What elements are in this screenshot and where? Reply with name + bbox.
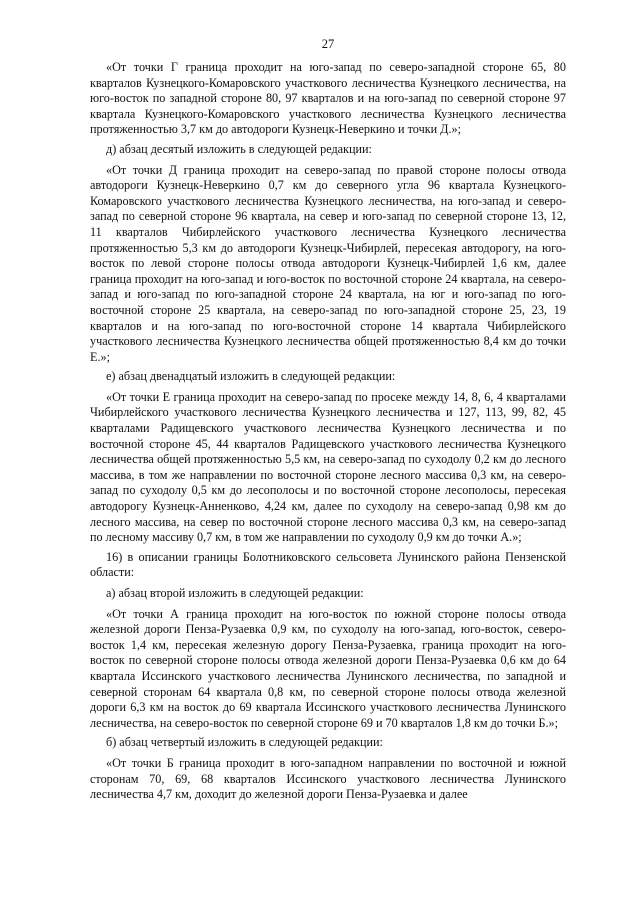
paragraph-quote: «От точки Г граница проходит на юго-запад по северо-западной стороне 65, 80 кварталов Кузнецкого-Комаровского участкового лесничества Кузнецкого лесничества, на юго-восток по западной стороне 80, 97 кварталов и на юго-запад по северной стороне 97 квартала Кузнецкого-Комаровского участкового лесничества Кузнецкого лесничества протяженностью 3,7 км до автодороги Кузнецк-Неверкино и точки Д.»; xyxy=(90,60,566,137)
paragraph-instruction: д) абзац десятый изложить в следующей редакции: xyxy=(106,141,372,156)
page-number: 27 xyxy=(321,37,335,51)
paragraph-quote: «От точки Е граница проходит на северо-запад по просеке между 14, 8, 6, 4 кварталами Чибирлейского участкового лесничества Кузнецкого лесничества и 127, 113, 99, 82, 45 кварталами Радищевского участкового лесничества Кузнецкого лесничества и по восточной стороне 45, 44 кварталов Радищевского участкового лесничества Кузнецкого лесничества общей протяженностью 5,5 км, на северо-запад по суходолу 0,2 км до лесного массива, в том же направлении по восточной стороне лесного массива 0,3 км, на северо-запад по суходолу 0,5 км до лесополосы и по восточной стороне лесополосы, пересекая автодорогу Кузнецк-Анненково, 4,24 км, далее по суходолу на северо-запад 0,98 км до лесного массива, на север по восточной стороне лесного массива 0,3 км, на северо-запад по лесному массиву 0,7 км, в том же направлении по суходолу 0,9 км до точки А.»; xyxy=(90,389,566,545)
paragraph-quote: «От точки Д граница проходит на северо-запад по правой стороне полосы отвода автодороги Кузнецк-Неверкино 0,7 км до северного угла 96 квартала Кузнецкого-Комаровского участкового лесничества Кузнецкого лесничества, на юго-запад и северо-запад по северной стороне 96 квартала, на север и юго-запад по северной стороне 13, 12, 11 кварталов Чибирлейского участкового лесничества Кузнецкого лесничества протяженностью 5,3 км до автодороги Кузнецк-Чибирлей, пересекая автодорогу, на юго-восток по левой стороне полосы отвода автодороги Кузнецк-Чибирлей 1,6 км, далее граница проходит на юго-запад и юго-восток по восточной стороне 24 квартала, на северо-запад и юго-запад по юго-западной стороне 24 квартала, на юг и юго-запад по юго-восточной стороне 25 квартала, на северо-запад по юго-западной стороне 25, 23, 19 кварталов и на юго-запад по юго-восточной стороне 14 квартала Чибирлейского участкового лесничества Кузнецкого лесничества общей протяженностью 8,4 км до точки Е.»; xyxy=(90,162,566,364)
document-page xyxy=(90,36,566,807)
paragraph-instruction: 16) в описании границы Болотниковского сельсовета Лунинского района Пензенской области: xyxy=(90,549,566,580)
paragraph-instruction: б) абзац четвертый изложить в следующей редакции: xyxy=(106,735,383,750)
paragraph-quote: «От точки А граница проходит на юго-восток по южной стороне полосы отвода железной дороги Пенза-Рузаевка 0,9 км, по суходолу на юго-запад, юго-восток, северо-восток 1,4 км, пересекая железную дорогу Пенза-Рузаевка, граница проходит на юго-восток по северной стороне полосы отвода железной дороги Пенза-Рузаевка 0,6 км до 64 квартала Иссинского участкового лесничества Лунинского лесничества, по западной и северной сторонам 64 квартала 0,8 км, по северной стороне полосы отвода железной дороги 6,3 км на восток до 69 квартала Иссинского участкового лесничества Лунинского лесничества, на северо-восток по северной стороне 69 и 70 кварталов 1,8 км до точки Б.»; xyxy=(90,606,566,730)
paragraph-quote: «От точки Б граница проходит в юго-западном направлении по восточной и южной сторонам 70, 69, 68 кварталов Иссинского участкового лесничества Лунинского лесничества 4,7 км, доходит до железной дороги Пенза-Рузаевка и далее xyxy=(90,755,566,802)
paragraph-instruction: е) абзац двенадцатый изложить в следующей редакции: xyxy=(106,369,396,384)
paragraph-instruction: а) абзац второй изложить в следующей редакции: xyxy=(106,586,364,600)
